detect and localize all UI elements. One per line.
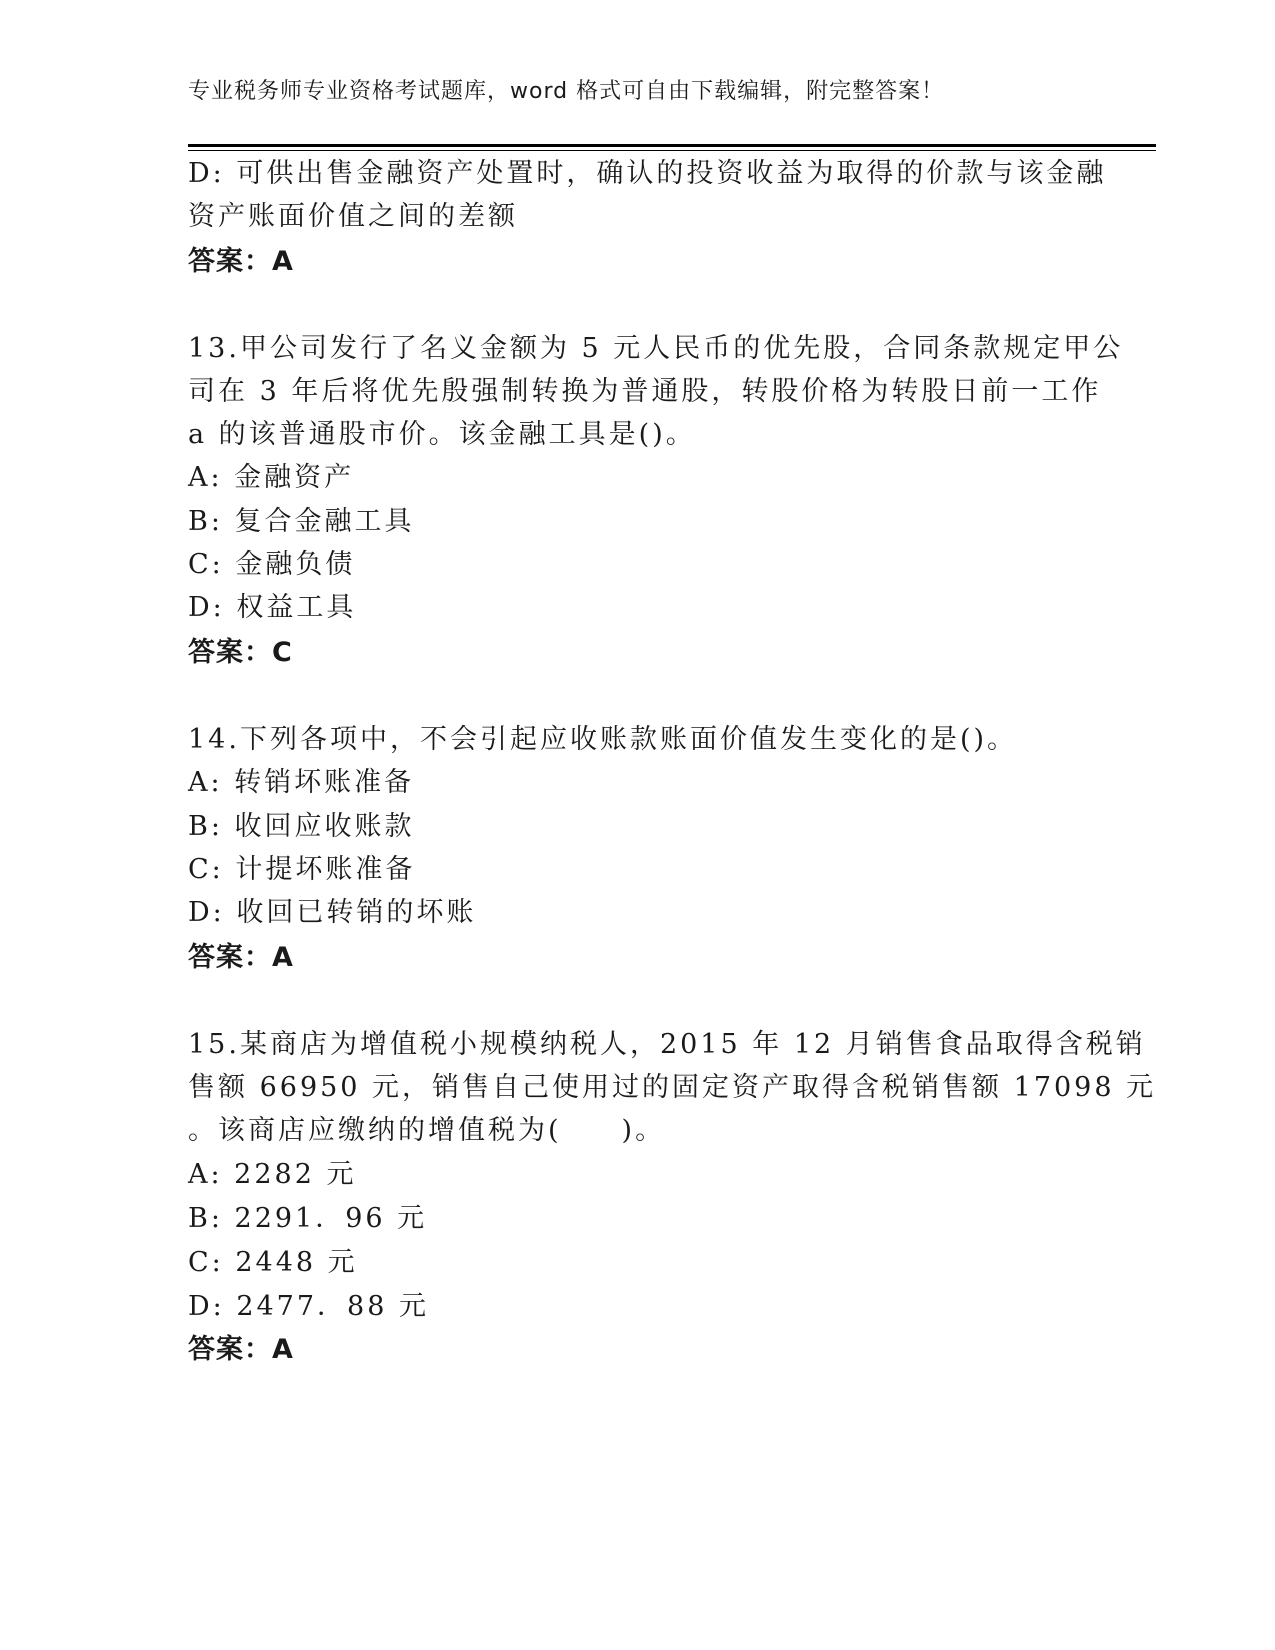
q13-stem-line3: a 的该普通股市价。该金融工具是()。 [188, 419, 696, 450]
q15-stem-line3: 。该商店应缴纳的增值税为( )。 [188, 1115, 666, 1146]
q13-option-a: A: 金融资产 [188, 462, 355, 493]
q14-stem-line1: 14.下列各项中，不会引起应收账款账面价值发生变化的是()。 [188, 724, 1018, 755]
q15-option-c: C: 2448 元 [188, 1247, 358, 1278]
prev-option-d-line1: D: 可供出售金融资产处置时，确认的投资收益为取得的价款与该金融 [188, 158, 1107, 189]
header-divider-thin [188, 150, 1156, 151]
q13-option-d: D: 权益工具 [188, 592, 357, 623]
q15-answer: 答案：A [188, 1334, 294, 1365]
q14-answer: 答案：A [188, 942, 294, 973]
q14-option-d: D: 收回已转销的坏账 [188, 897, 477, 928]
q15-option-d: D: 2477．88 元 [188, 1291, 429, 1322]
q14-option-b: B: 收回应收账款 [188, 811, 415, 842]
prev-option-d-line2: 资产账面价值之间的差额 [188, 201, 518, 232]
q15-option-b: B: 2291．96 元 [188, 1203, 428, 1234]
q13-stem-line2: 司在 3 年后将优先殷强制转换为普通股，转股价格为转股日前一工作 [188, 376, 1102, 407]
q15-stem-line1: 15.某商店为增值税小规模纳税人，2015 年 12 月销售食品取得含税销 [188, 1029, 1146, 1060]
q13-option-c: C: 金融负债 [188, 549, 356, 580]
q14-option-c: C: 计提坏账准备 [188, 854, 416, 885]
q13-answer: 答案：C [188, 637, 293, 668]
q15-option-a: A: 2282 元 [188, 1159, 357, 1190]
page-header: 专业税务师专业资格考试题库，word 格式可自由下载编辑，附完整答案！ [188, 79, 945, 104]
q14-option-a: A: 转销坏账准备 [188, 767, 415, 798]
q15-stem-line2: 售额 66950 元，销售自己使用过的固定资产取得含税销售额 17098 元 [188, 1072, 1157, 1103]
header-divider-thick [188, 144, 1156, 147]
q13-stem-line1: 13.甲公司发行了名义金额为 5 元人民币的优先股，合同条款规定甲公 [188, 333, 1124, 364]
q13-option-b: B: 复合金融工具 [188, 506, 415, 537]
prev-answer: 答案：A [188, 246, 294, 277]
